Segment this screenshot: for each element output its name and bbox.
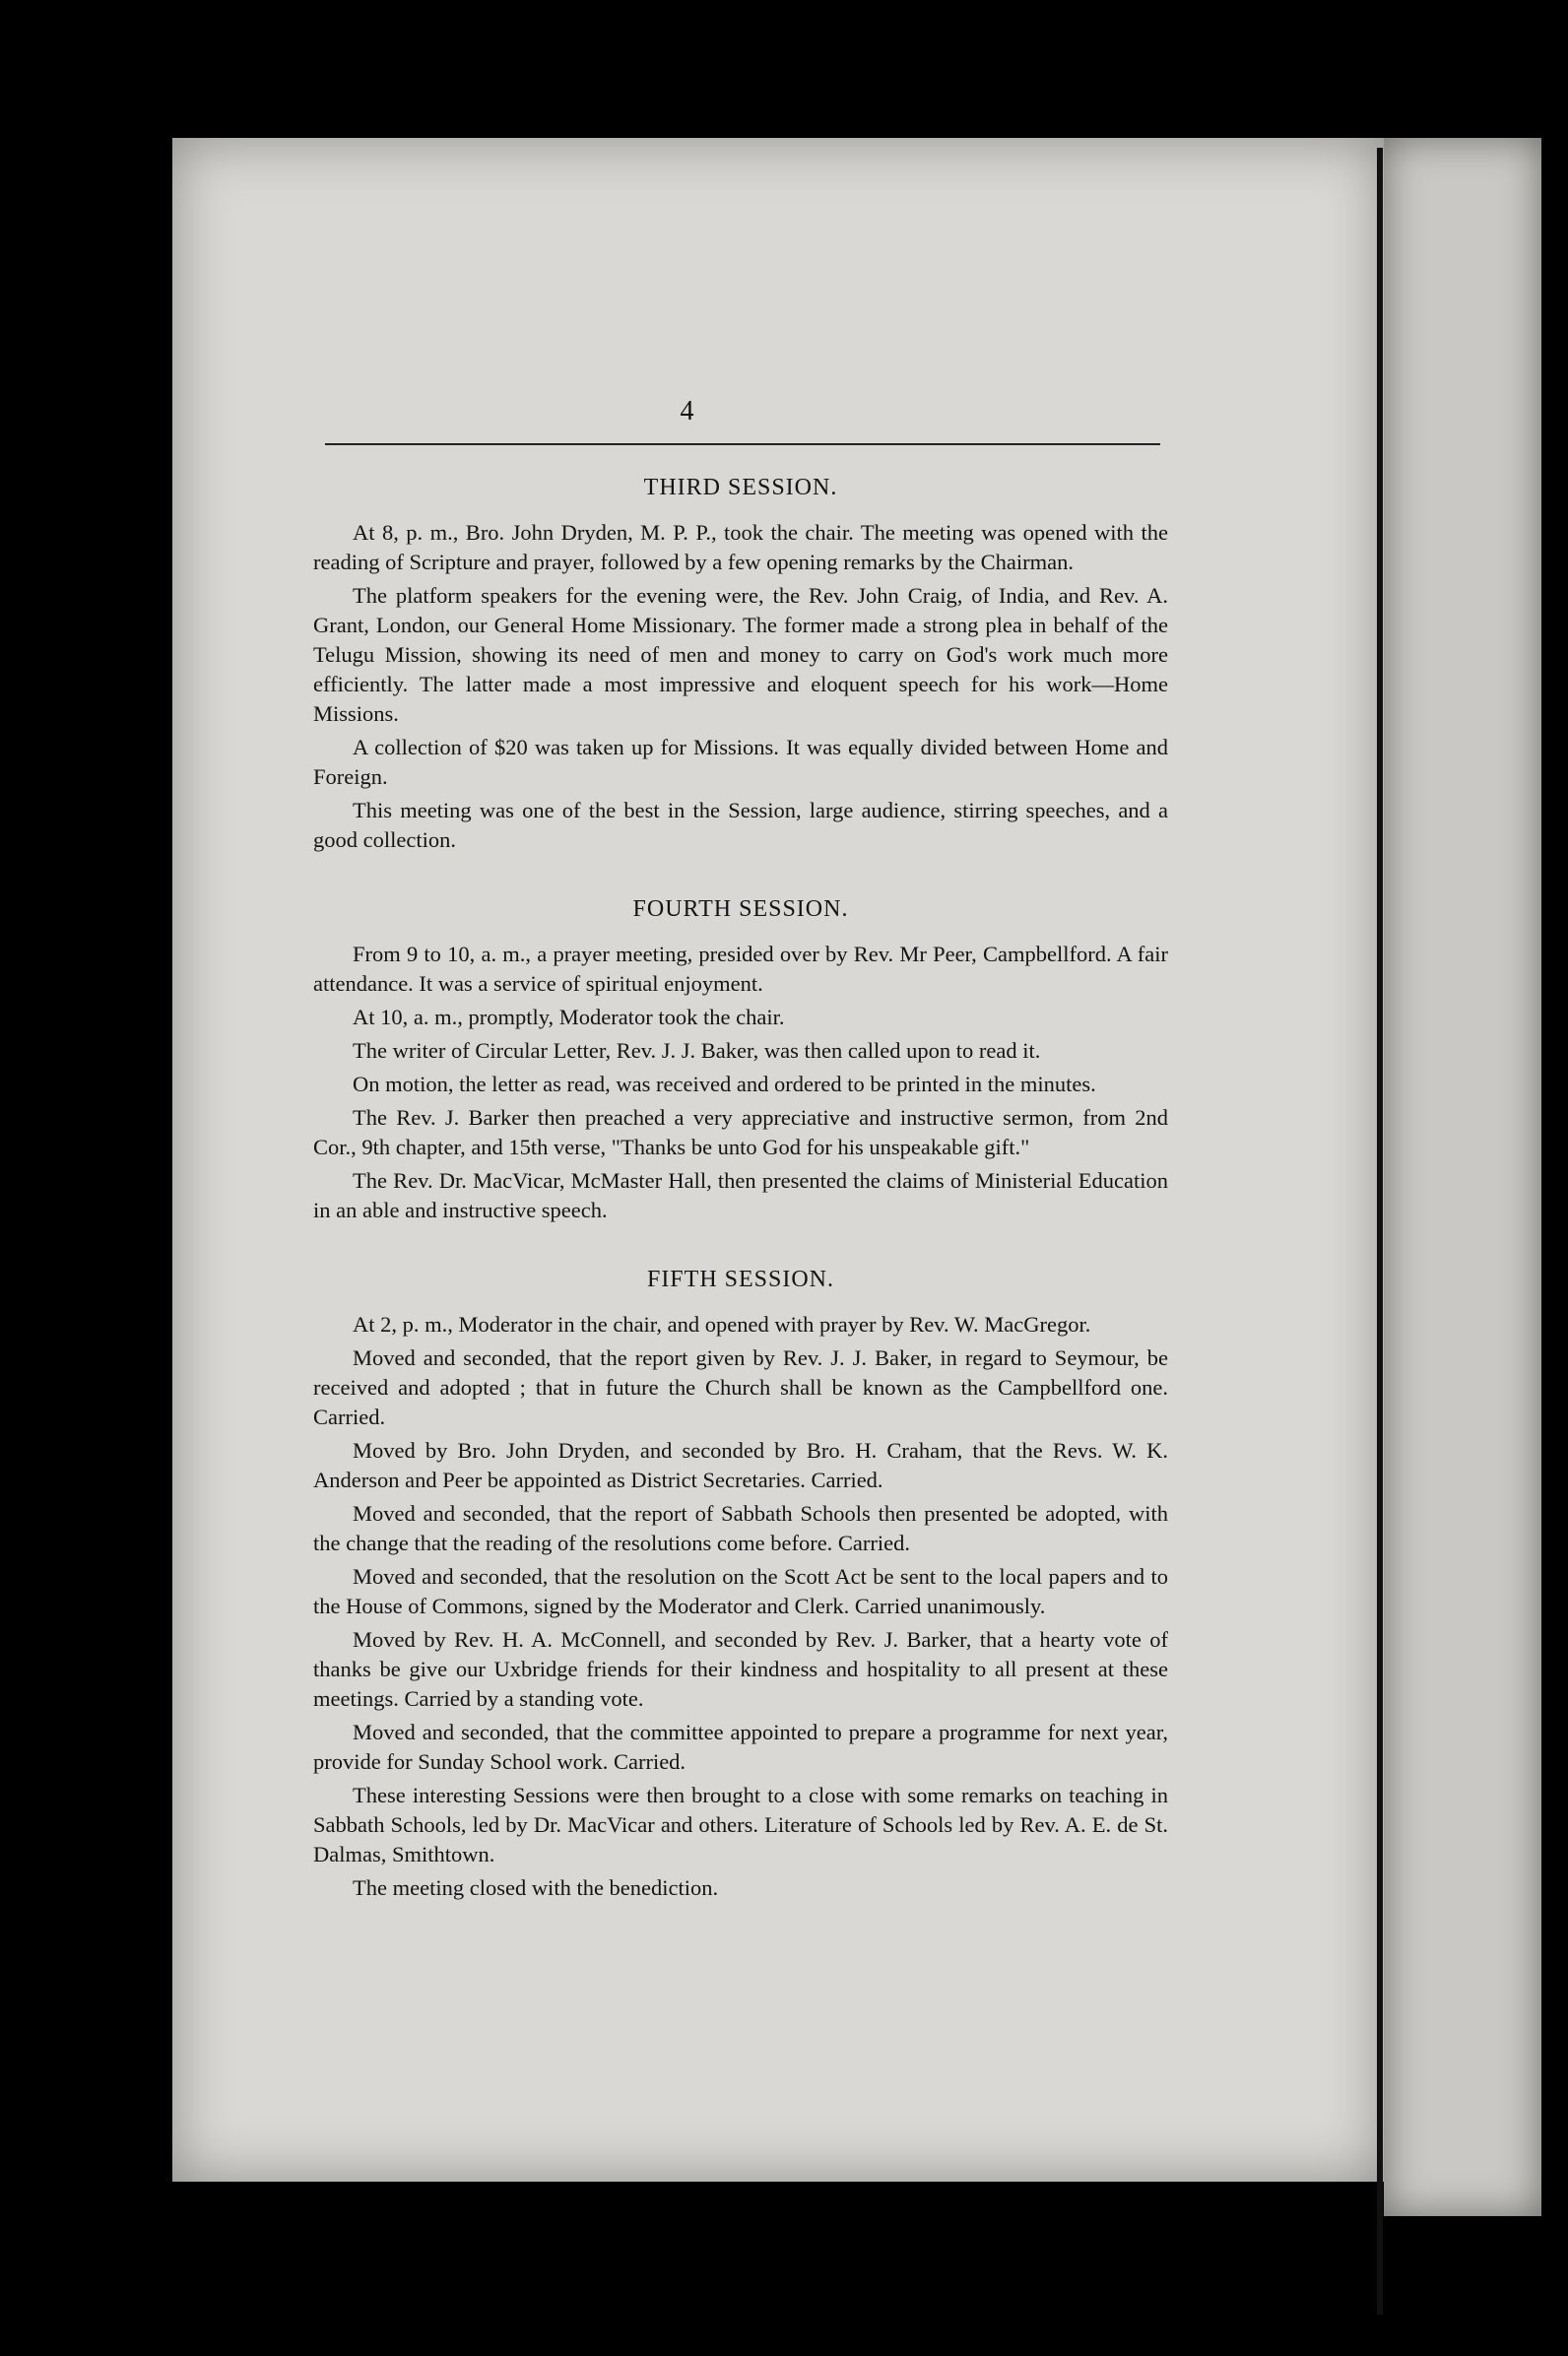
paragraph: From 9 to 10, a. m., a prayer meeting, presided over by Rev. Mr Peer, Campbellford. A fair attendance. It was a service of spiritual enjoyment.: [313, 942, 1168, 996]
fourth-session-heading: FOURTH SESSION.: [632, 896, 849, 922]
third-session-heading: THIRD SESSION.: [643, 475, 838, 500]
fifth-session-heading: FIFTH SESSION.: [646, 1267, 835, 1292]
paragraph: At 2, p. m., Moderator in the chair, and opened with prayer by Rev. W. MacGregor.: [353, 1312, 1091, 1337]
adjacent-page-edge: [1384, 138, 1541, 2216]
paragraph: The writer of Circular Letter, Rev. J. J. Baker, was then called upon to read it.: [353, 1038, 1041, 1063]
paragraph: The Rev. J. Barker then preached a very appreciative and instructive sermon, from 2nd Cor., 9th chapter, and 15th verse, "Thanks be unto God for his unspeakable gift.": [313, 1105, 1168, 1159]
paragraph: At 10, a. m., promptly, Moderator took the chair.: [353, 1005, 785, 1029]
paragraph: Moved by Bro. John Dryden, and seconded by Bro. H. Craham, that the Revs. W. K. Anderson and Peer be appointed as District Secretaries. Carried.: [313, 1438, 1168, 1492]
paragraph: This meeting was one of the best in the Session, large audience, stirring speeches, and a good collection.: [313, 798, 1168, 852]
header-rule: [325, 443, 1160, 445]
paragraph: The platform speakers for the evening were, the Rev. John Craig, of India, and Rev. A. Grant, London, our General Home Missionary. The former made a strong plea in behalf of the Telugu Mission, showing its need of men and money to carry on God's work much more efficiently. The latter made a most impressive and eloquent speech for his work—Home Missions.: [313, 583, 1168, 726]
page-fold-line: [1377, 148, 1383, 2315]
paragraph: A collection of $20 was taken up for Missions. It was equally divided between Home and Foreign.: [313, 735, 1168, 789]
paragraph: On motion, the letter as read, was received and ordered to be printed in the minutes.: [353, 1072, 1096, 1096]
paragraph: The meeting closed with the benediction.: [353, 1875, 719, 1900]
paragraph: Moved and seconded, that the report given by Rev. J. J. Baker, in regard to Seymour, be received and adopted ; that in future the Church shall be known as the Campbellford one. Carried.: [313, 1345, 1168, 1429]
paragraph: Moved and seconded, that the committee appointed to prepare a programme for next year, provide for Sunday School work. Carried.: [313, 1720, 1168, 1774]
document-page: [172, 138, 1384, 2182]
paragraph: Moved and seconded, that the resolution on the Scott Act be sent to the local papers and to the House of Commons, signed by the Moderator and Clerk. Carried unanimously.: [313, 1564, 1168, 1618]
paragraph: Moved by Rev. H. A. McConnell, and seconded by Rev. J. Barker, that a hearty vote of thanks be give our Uxbridge friends for their kindness and hospitality to all present at these meetings. Carried by a standing vote.: [313, 1627, 1168, 1711]
paragraph: These interesting Sessions were then brought to a close with some remarks on teaching in Sabbath Schools, led by Dr. MacVicar and others. Literature of Schools led by Rev. A. E. de St. Dalmas, Smithtown.: [313, 1783, 1168, 1866]
paragraph: At 8, p. m., Bro. John Dryden, M. P. P., took the chair. The meeting was opened with the reading of Scripture and prayer, followed by a few opening remarks by the Chairman.: [313, 520, 1168, 574]
paragraph: Moved and seconded, that the report of Sabbath Schools then presented be adopted, with the change that the reading of the resolutions come before. Carried.: [313, 1501, 1168, 1555]
page-number: 4: [680, 396, 694, 426]
paragraph: The Rev. Dr. MacVicar, McMaster Hall, then presented the claims of Ministerial Education in an able and instructive speech.: [313, 1168, 1168, 1222]
page-content: [313, 473, 1168, 1907]
